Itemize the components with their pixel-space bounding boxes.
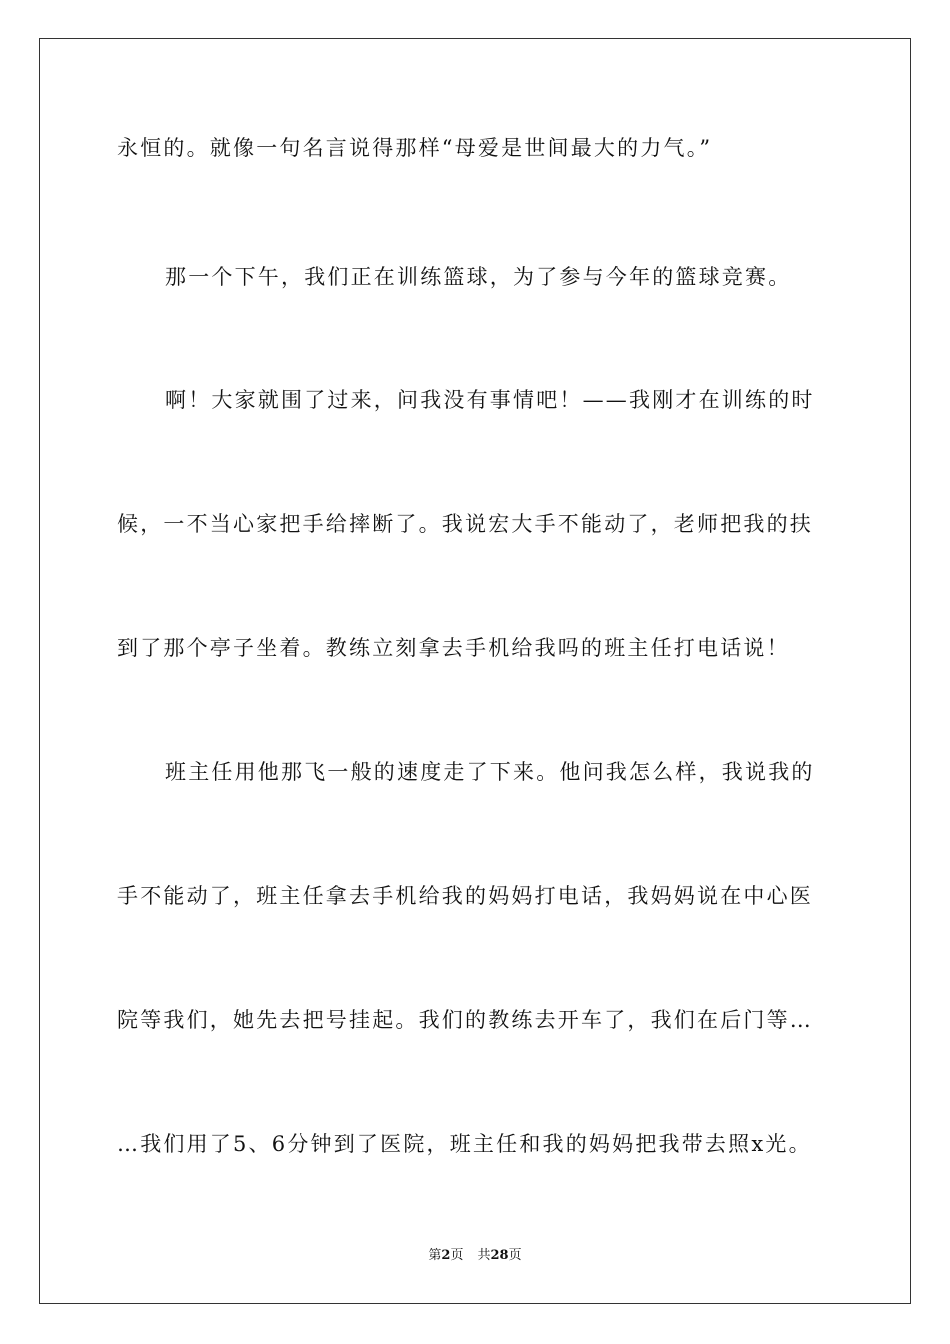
footer-total-pages: 28 <box>490 1248 509 1263</box>
body-line-1: 永恒的。就像一句名言说得那样“母爱是世间最大的力气。” <box>117 136 713 160</box>
body-line-4: 候，一不当心家把手给摔断了。我说宏大手不能动了，老师把我的扶 <box>117 512 813 536</box>
page-footer <box>0 1247 950 1265</box>
body-line-3: 啊！大家就围了过来，问我没有事情吧！——我刚才在训练的时 <box>165 388 815 412</box>
body-line-5: 到了那个亭子坐着。教练立刻拿去手机给我吗的班主任打电话说！ <box>117 636 790 660</box>
footer-page-prefix: 第 <box>428 1248 442 1263</box>
page-border <box>39 38 911 1304</box>
footer-total-suffix: 页 <box>508 1248 522 1263</box>
body-line-8: 院等我们，她先去把号挂起。我们的教练去开车了，我们在后门等… <box>117 1008 813 1032</box>
footer-page-number: 2 <box>441 1248 451 1263</box>
body-line-7: 手不能动了，班主任拿去手机给我的妈妈打电话，我妈妈说在中心医 <box>117 884 813 908</box>
body-line-6: 班主任用他那飞一般的速度走了下来。他问我怎么样，我说我的 <box>165 760 815 784</box>
footer-page-suffix: 页 <box>450 1248 464 1263</box>
footer-total-prefix: 共 <box>477 1248 491 1263</box>
body-line-9: …我们用了5、6分钟到了医院，班主任和我的妈妈把我带去照x光。 <box>117 1132 812 1156</box>
body-line-2: 那一个下午，我们正在训练篮球，为了参与今年的篮球竞赛。 <box>165 265 792 289</box>
